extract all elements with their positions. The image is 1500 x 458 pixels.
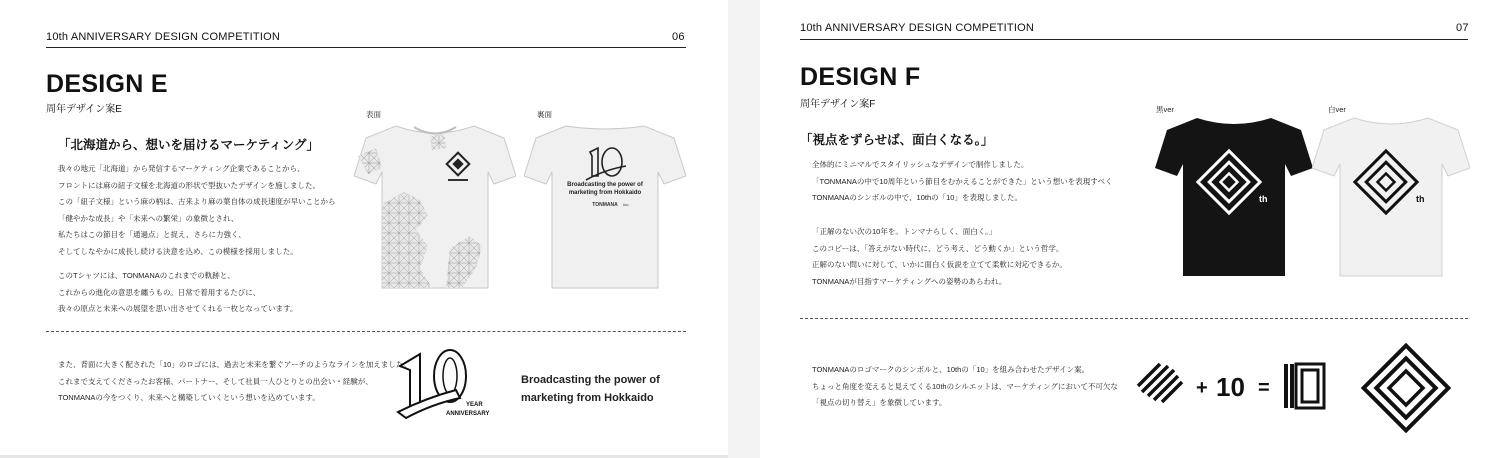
concept-paragraph-2 [812,224,1067,290]
concept-paragraph-2 [58,268,297,318]
paragraph-line: このTシャツには、TONMANAのこれまでの軌跡と、 [58,271,235,280]
design-subtitle: 周年デザイン案F [800,99,876,110]
design-title: DESIGN F [800,63,921,91]
page-design-e [0,0,728,458]
paragraph-line: このコピーは、「答えがない時代に、どう考え、どう動くか」という哲学。 [812,243,1064,253]
design-subtitle: 周年デザイン案E [46,104,122,115]
design-title: DESIGN E [46,70,168,98]
design-lead-copy: 「北海道から、想いを届けるマーケティング」 [58,138,320,152]
logo-caption-year: YEAR [466,402,483,408]
back-print-line: marketing from Hokkaido [568,190,642,196]
running-header: 10th ANNIVERSARY DESIGN COMPETITION [800,22,1034,34]
back-label: 裏面 [537,110,552,119]
paragraph-line: これからの進化の意思を纏うもの。日常で着用するたびに、 [58,287,261,297]
paragraph-line: TONMANAが目指すマーケティングへの姿勢のあらわれ。 [812,276,1007,286]
paragraph-line: この「紐子文様」という麻の柄は、古来より麻の葉自体の成長速度が早いことから [58,197,336,207]
back-brand-sub: Inc. [623,202,630,207]
tonmana-stripe-symbol [1138,364,1182,402]
section-divider [46,331,686,332]
tshirt-white-image [1312,110,1470,278]
header-rule [800,39,1468,40]
paragraph-line: ちょっと角度を変えると見えてくる10thのシルエットは、マーケティングにおいて不可欠な [812,381,1118,391]
paragraph-line: 「TONMANAの中で10周年という節目をむかえることができた」という想いを表現すべく [812,176,1113,186]
paragraph-line: フロントには麻の紐子文様を北海道の形状で型抜いたデザインを施しました。 [58,180,320,190]
paragraph-line: TONMANAの今をつくり、未来へと構築していくという想いを込めています。 [58,393,320,403]
tagline-line: marketing from Hokkaido [521,392,654,404]
symbol-equation-graphic [1132,340,1472,436]
equals-sign: = [1258,377,1270,399]
paragraph-line: また、背面に大きく配された「10」のロゴには、過去と未来を繋ぐアーチのようなラインを加えました。 [58,360,411,369]
paragraph-line: 「正解のない次の10年を。トンマナらしく、面白く。」 [812,227,997,236]
tshirt-black-image [1155,110,1313,278]
concept-paragraph-1 [58,161,336,261]
page-gutter [728,0,760,458]
plus-sign: + [1196,377,1208,399]
black-version-label: 黒ver [1156,105,1174,114]
running-header: 10th ANNIVERSARY DESIGN COMPETITION [46,31,280,43]
front-label: 表面 [366,110,381,119]
logo-explanation-paragraph [58,357,411,407]
paragraph-line: TONMANAのシンボルの中で、10thの「10」を表現しました。 [812,193,1022,203]
shirt-th-mark: th [1259,194,1268,204]
page-number: 07 [1456,22,1469,34]
paragraph-line: 我々の原点と未来への展望を思い出させてくれる一枚となっています。 [58,304,298,314]
paragraph-line: 我々の地元「北海道」から発信するマーケティング企業であることから、 [58,164,305,173]
combined-upright-symbol [1284,364,1324,408]
symbol-explanation-paragraph [812,362,1118,412]
paragraph-line: これまで支えてくださったお客様、パートナー、そして社員一人ひとりとの出会い・経験が、 [58,376,373,386]
white-version-label: 白ver [1328,105,1346,114]
design-lead-copy: 「視点をずらせば、面白くなる。」 [800,133,994,147]
paragraph-line: 「視点の切り替え」を象徴しています。 [812,398,947,408]
back-brand: TONMANA [592,202,618,208]
section-divider [800,318,1468,319]
page-number: 06 [672,31,685,43]
concept-paragraph-1 [812,157,1113,207]
paragraph-line: 正解のない問いに対して、いかに面白く仮説を立てて柔軟に対応できるか。 [812,260,1067,270]
tshirt-front-image [354,118,516,290]
paragraph-line: TONMANAのロゴマークのシンボルと、10thの「10」を組み合わせたデザイン案。 [812,365,1090,374]
paragraph-line: 「健やかな成長」や「未来への繁栄」の象徴とされ、 [58,213,239,223]
broadcast-tagline [521,371,660,407]
tshirt-back-image [524,118,686,290]
combined-rotated-symbol [1364,346,1449,431]
shirt-th-mark: th [1416,194,1425,204]
paragraph-line: 私たちはこの節目を「通過点」と捉え、さらに力強く、 [58,230,246,240]
logo-caption-anniversary: ANNIVERSARY [446,411,490,417]
paragraph-line: 全体的にミニマルでスタイリッシュなデザインで制作しました。 [812,160,1029,169]
tagline-line: Broadcasting the power of [521,374,660,386]
header-rule [46,47,686,48]
ten-year-anniversary-logo [396,346,496,424]
back-print-line: Broadcasting the power of [567,182,643,188]
paragraph-line: そしてしなやかに成長し続ける決意を込め、この模様を採用しました。 [58,246,298,256]
number-ten: 10 [1216,372,1245,402]
page-design-f [760,0,1500,458]
